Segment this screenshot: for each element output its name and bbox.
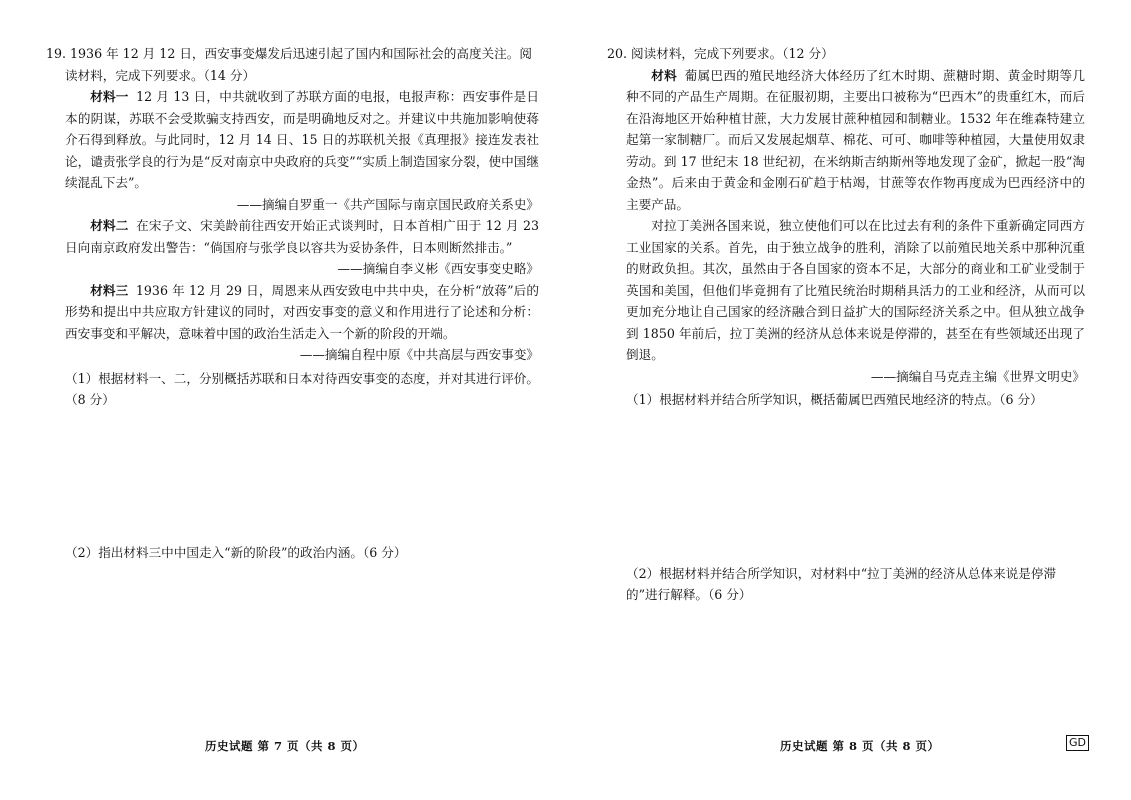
- page-footer-8: 历史试题 第 8 页（共 8 页）: [780, 739, 940, 753]
- question-20-part-1: （1）根据材料并结合所学知识，概括葡属巴西殖民地经济的特点。（6 分）: [626, 392, 1043, 407]
- material-3-label: 材料三: [90, 282, 129, 298]
- material-2-source: ——摘编自李义彬《西安事变史略》: [337, 261, 539, 276]
- material-20-text-2: 对拉丁美洲各国来说，独立使他们可以在比过去有利的条件下重新确定同西方工业国家的关系。首先，由于独立战争的胜利，消除了以前殖民地关系中那种沉重的财政负担。其次，虽然由于各自国家的资本不足，大部分的商业和工矿业受制于英国和美国，但他们毕竟拥有了比殖民统治时期稍具活力的工业和经济，从而可以更加充分地让自己国家的经济融合到日益扩大的国际经济关系之中。但从独立战争到 1850 年前后，拉丁美洲的经济从总体来说是停滞的，甚至在有些领域还出现了倒退。: [626, 218, 1085, 362]
- material-2-text: 在宋子文、宋美龄前往西安开始正式谈判时，日本首相广田于 12 月 23 日向南京政府发出警告：“倘国府与张学良以容共为妥协条件，日本则断然排击。”: [65, 218, 540, 255]
- material-20: [626, 65, 1085, 388]
- material-1-text: 12 月 13 日，中共就收到了苏联方面的电报，电报声称：西安事件是日本的阴谋，苏联不会受欺骗支持西安，而是明确地反对之。并建议中共施加影响使蒋介石得到释放。与此同时，12 月 14 日、15 日的苏联机关报《真理报》接连发表社论，谴责张学良的行为是“反对南京中央政府的兵变”“实质上制造国家分裂，使中国继续混乱下去”。: [65, 89, 540, 190]
- material-3-text: 1936 年 12 月 29 日，周恩来从西安致电中共中央，在分析“放蒋”后的形势和提出中共应取方针建议的同时，对西安事变的意义和作用进行了论述和分析：西安事变和平解决，意味着中国的政治生活走入一个新的阶段的开端。: [65, 282, 539, 341]
- question-19-stem: 19. 1936 年 12 月 12 日，西安事变爆发后迅速引起了国内和国际社会的高度关注。阅读材料，完成下列要求。（14 分）: [46, 46, 532, 83]
- material-2: [65, 215, 539, 280]
- question-19-part-2: （2）指出材料三中中国走入“新的阶段”的政治内涵。（6 分）: [65, 544, 407, 560]
- material-3-source: ——摘编自程中原《中共高层与西安事变》: [299, 347, 539, 362]
- exam-page-7: [0, 0, 565, 800]
- material-1-label: 材料一: [90, 89, 129, 104]
- material-3: [65, 280, 539, 366]
- material-20-label: 材料: [651, 67, 678, 83]
- material-2-label: 材料二: [90, 218, 129, 233]
- region-badge: GD: [1066, 735, 1089, 751]
- question-19: [46, 43, 539, 563]
- material-20-text-1: 葡属巴西的殖民地经济大体经历了红木时期、蔗糖时期、黄金时期等几种不同的产品生产周期。在征服初期，主要出口被称为“巴西木”的贵重红木，而后在沿海地区开始种植甘蔗，大力发展甘蔗种植园和制糖业。1532 年在维森特建立起第一家制糖厂。而后又发展起烟草、棉花、可可、咖啡等种植园，大量使用奴隶劳动。到 17 世纪末 18 世纪初，在米纳斯吉纳斯州等地发现了金矿，掀起一股“淘金热”。后来由于黄金和金刚石矿趋于枯竭，甘蔗等农作物再度成为巴西经济中的主要产品。: [626, 67, 1086, 212]
- exam-page-8: [565, 0, 1131, 800]
- answer-space-19-1: [46, 411, 539, 540]
- material-1-source: ——摘编自罗重一《共产国际与南京国民政府关系史》: [236, 196, 539, 212]
- question-19-part-1: （1）根据材料一、二，分别概括苏联和日本对待西安事变的态度，并对其进行评价。（8 分）: [65, 370, 539, 407]
- material-20-source: ——摘编自马克垚主编《世界文明史》: [870, 368, 1085, 384]
- question-20-part-2: （2）根据材料并结合所学知识，对材料中“拉丁美洲的经济从总体来说是停滞的”进行解释。（6 分）: [626, 565, 1057, 602]
- page-footer-7: 历史试题 第 7 页（共 8 页）: [205, 739, 365, 753]
- question-20: [607, 43, 1085, 606]
- material-1: [65, 86, 539, 215]
- answer-space-20-1: [607, 411, 1085, 561]
- question-20-stem: 20. 阅读材料，完成下列要求。（12 分）: [607, 46, 834, 61]
